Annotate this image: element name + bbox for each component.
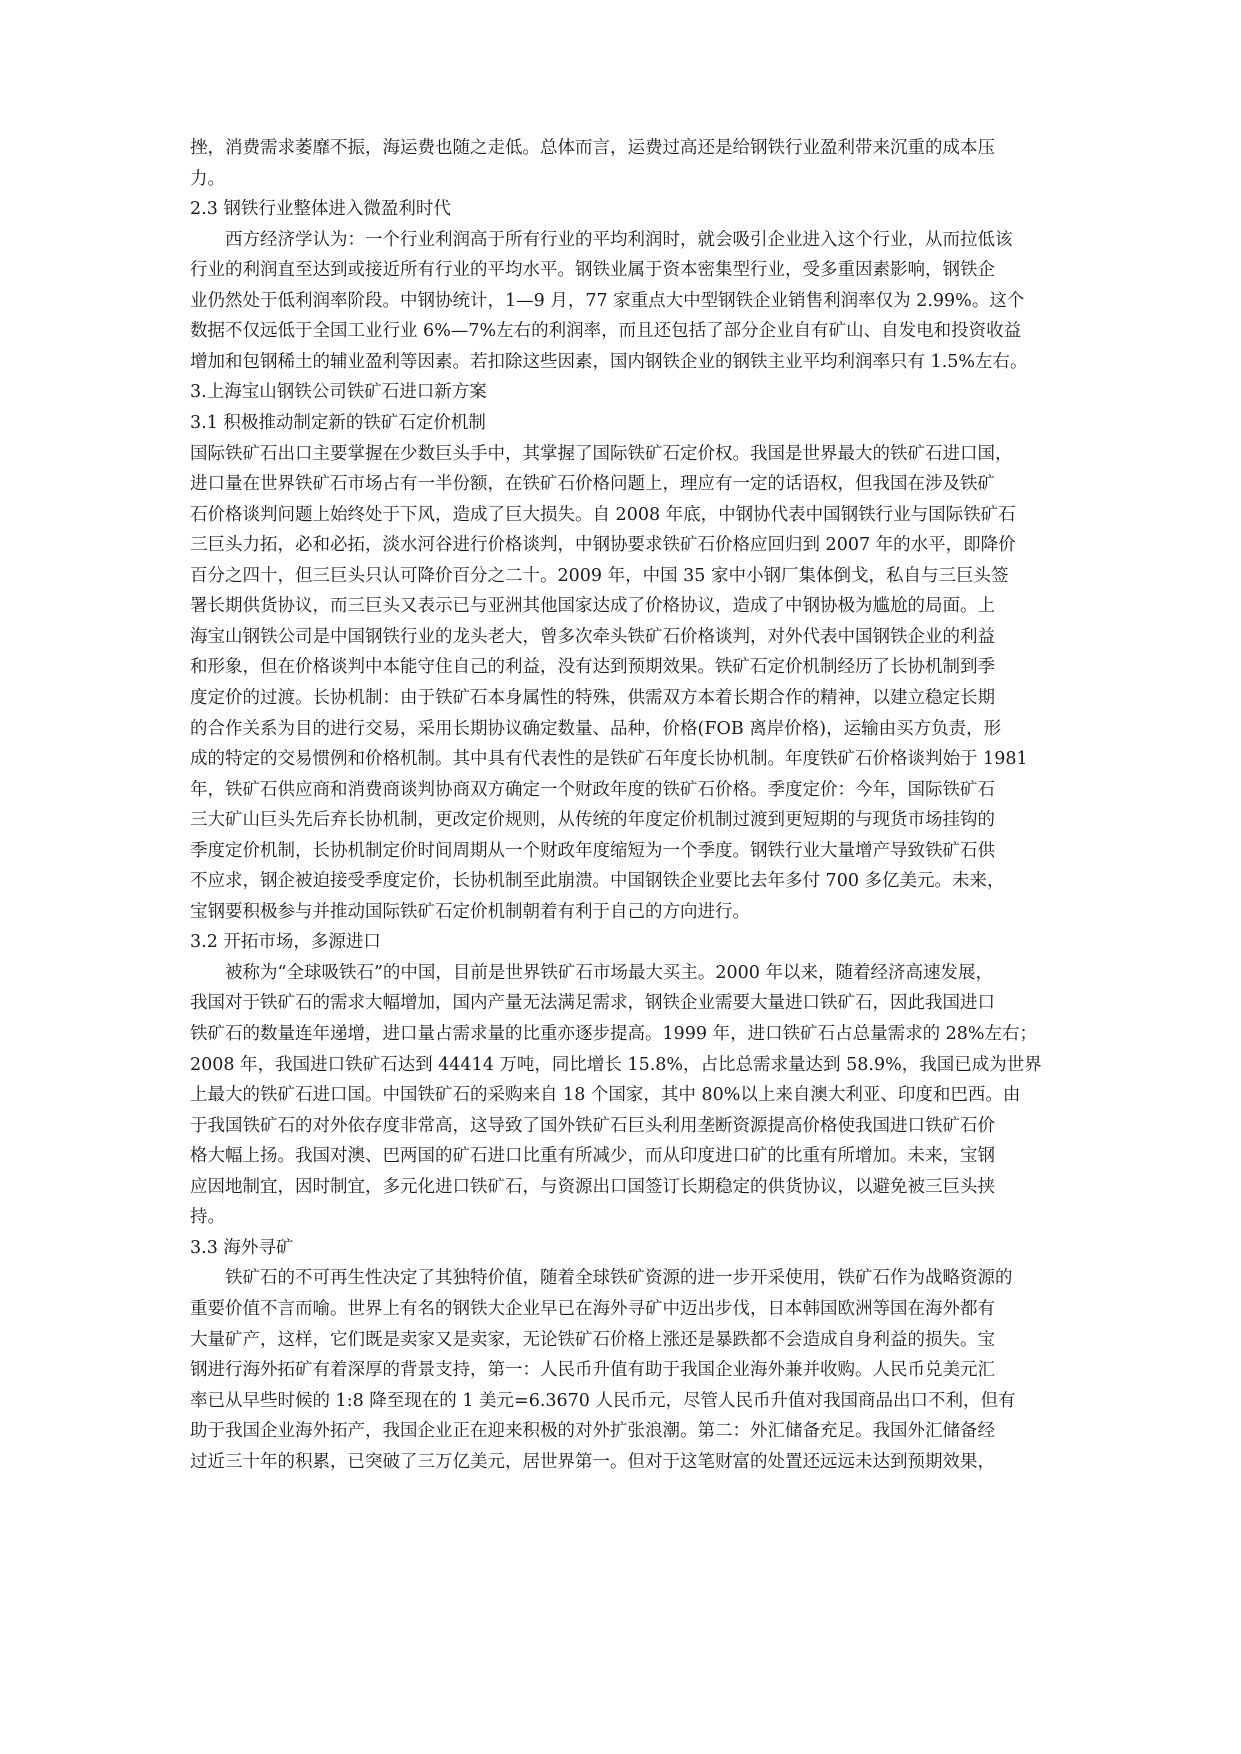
text-line: 增加和包钢稀土的辅业盈利等因素。若扣除这些因素，国内钢铁企业的钢铁主业平均利润率只有 1.5%左右。: [190, 351, 1028, 372]
text-line: 钢进行海外拓矿有着深厚的背景支持，第一：人民币升值有助于我国企业海外兼并收购。人民币兑美元汇: [190, 1360, 995, 1380]
text-line: 持。: [190, 1207, 225, 1228]
text-line: 2008 年，我国进口铁矿石达到 44414 万吨，同比增长 15.8%，占比总需求量达到 58.9%，我国已成为世界: [190, 1054, 1042, 1075]
text-line: 重要价值不言而喻。世界上有名的钢铁大企业早已在海外寻矿中迈出步伐，日本韩国欧洲等国在海外都有: [190, 1298, 995, 1319]
text-line: 铁矿石的数量连年递增，进口量占需求量的比重亦逐步提高。1999 年，进口铁矿石占总量需求的 28%左右；: [190, 1024, 1038, 1044]
text-line: 的合作关系为目的进行交易，采用长期协议确定数量、品种，价格(FOB 离岸价格)，运输由买方负责，形: [190, 718, 1002, 739]
text-line: 业仍然处于低利润率阶段。中钢协统计，1—9 月，77 家重点大中型钢铁企业销售利润率仅为 2.99%。这个: [190, 290, 1025, 311]
text-line: 和形象，但在价格谈判中本能守住自己的利益，没有达到预期效果。铁矿石定价机制经历了长协机制到季: [190, 657, 995, 678]
text-line: 年，铁矿石供应商和消费商谈判协商双方确定一个财政年度的铁矿石价格。季度定价：今年，国际铁矿石: [190, 779, 995, 800]
section-heading: 2.3 钢铁行业整体进入微盈利时代: [190, 199, 451, 220]
text-line: 我国对于铁矿石的需求大幅增加，国内产量无法满足需求，钢铁企业需要大量进口铁矿石，因此我国进口: [190, 993, 995, 1014]
text-line: 国际铁矿石出口主要掌握在少数巨头手中，其掌握了国际铁矿石定价权。我国是世界最大的铁矿石进口国，: [190, 443, 1013, 464]
text-line: 度定价的过渡。长协机制：由于铁矿石本身属性的特殊，供需双方本着长期合作的精神，以建立稳定长期: [190, 687, 995, 708]
section-heading: 3.3 海外寻矿: [190, 1237, 294, 1258]
text-line: 百分之四十，但三巨头只认可降价百分之二十。2009 年，中国 35 家中小钢厂集体倒戈，私自与三巨头签: [190, 565, 1009, 586]
text-line: 率已从早些时候的 1:8 降至现在的 1 美元=6.3670 人民币元，尽管人民币升值对我国商品出口不利，但有: [190, 1390, 1016, 1411]
text-line: 被称为“全球吸铁石”的中国，目前是世界铁矿石市场最大买主。2000 年以来，随着经济高速发展，: [225, 962, 993, 983]
text-line: 过近三十年的积累，已突破了三万亿美元，居世界第一。但对于这笔财富的处置还远远未达到预期效果，: [190, 1451, 995, 1472]
text-line: 行业的利润直至达到或接近所有行业的平均水平。钢铁业属于资本密集型行业，受多重因素影响，钢铁企: [190, 260, 995, 281]
section-heading: 3.1 积极推动制定新的铁矿石定价机制: [190, 412, 486, 433]
text-line: 助于我国企业海外拓产，我国企业正在迎来积极的对外扩张浪潮。第二：外汇储备充足。我国外汇储备经: [190, 1421, 995, 1442]
text-line: 季度定价机制，长协机制定价时间周期从一个财政年度缩短为一个季度。钢铁行业大量增产导致铁矿石供: [190, 840, 995, 861]
text-line: 署长期供货协议，而三巨头又表示已与亚洲其他国家达成了价格协议，造成了中钢协极为尴尬的局面。上: [190, 596, 995, 617]
text-line: 西方经济学认为：一个行业利润高于所有行业的平均利润时，就会吸引企业进入这个行业，从而拉低该: [225, 229, 1013, 250]
text-line: 应因地制宜，因时制宜，多元化进口铁矿石，与资源出口国签订长期稳定的供货协议，以避免被三巨头挟: [190, 1176, 995, 1197]
text-line: 不应求，钢企被迫接受季度定价，长协机制至此崩溃。中国钢铁企业要比去年多付 700 多亿美元。未来，: [190, 871, 1005, 892]
text-line: 石价格谈判问题上始终处于下风，造成了巨大损失。自 2008 年底，中钢协代表中国钢铁行业与国际铁矿石: [190, 504, 1016, 525]
text-line: 挫，消费需求萎靡不振，海运费也随之走低。总体而言，运费过高还是给钢铁行业盈利带来沉重的成本压: [190, 138, 995, 158]
text-line: 进口量在世界铁矿石市场占有一半份额，在铁矿石价格问题上，理应有一定的话语权，但我国在涉及铁矿: [190, 474, 995, 495]
text-line: 上最大的铁矿石进口国。中国铁矿石的采购来自 18 个国家，其中 80%以上来自澳大利亚、印度和巴西。由: [190, 1085, 1021, 1106]
text-line: 宝钢要积极参与并推动国际铁矿石定价机制朝着有利于自己的方向进行。: [190, 901, 750, 922]
text-line: 三大矿山巨头先后弃长协机制，更改定价规则，从传统的年度定价机制过渡到更短期的与现货市场挂钩的: [190, 810, 995, 831]
text-line: 力。: [190, 168, 225, 189]
section-heading: 3.2 开拓市场，多源进口: [190, 932, 381, 953]
text-line: 铁矿石的不可再生性决定了其独特价值，随着全球铁矿资源的进一步开采使用，铁矿石作为战略资源的: [225, 1268, 1013, 1289]
text-line: 于我国铁矿石的对外依存度非常高，这导致了国外铁矿石巨头利用垄断资源提高价格使我国进口铁矿石价: [190, 1115, 995, 1136]
text-line: 数据不仅远低于全国工业行业 6%—7%左右的利润率，而且还包括了部分企业自有矿山、自发电和投资收益: [190, 321, 1022, 342]
text-line: 海宝山钢铁公司是中国钢铁行业的龙头老大，曾多次牵头铁矿石价格谈判，对外代表中国钢铁企业的利益: [190, 626, 995, 647]
text-line: 三巨头力拓，必和必拓，淡水河谷进行价格谈判，中钢协要求铁矿石价格应回归到 2007 年的水平，即降价: [190, 535, 1016, 556]
text-line: 成的特定的交易惯例和价格机制。其中具有代表性的是铁矿石年度长协机制。年度铁矿石价格谈判始于 1981: [190, 749, 1028, 769]
text-line: 大量矿产，这样，它们既是卖家又是卖家，无论铁矿石价格上涨还是暴跌都不会造成自身利益的损失。宝: [190, 1329, 995, 1350]
text-line: 格大幅上扬。我国对澳、巴两国的矿石进口比重有所减少，而从印度进口矿的比重有所增加。未来，宝钢: [190, 1146, 995, 1167]
section-heading: 3.上海宝山钢铁公司铁矿石进口新方案: [190, 382, 487, 403]
